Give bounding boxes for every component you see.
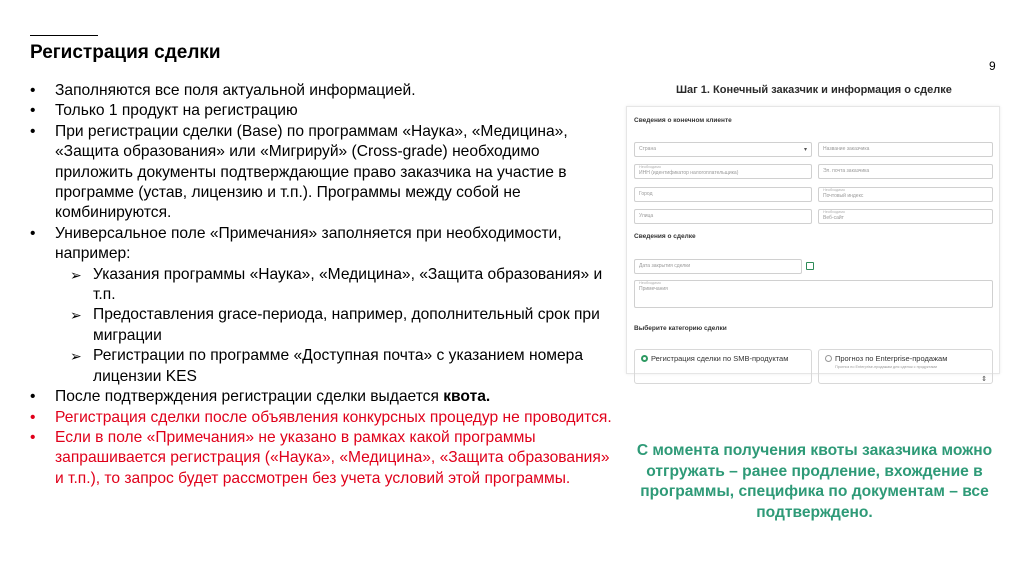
city-input[interactable]: Город	[634, 187, 812, 202]
radio-empty-icon	[825, 355, 832, 362]
section-deal-heading: Сведения о сделке	[634, 233, 696, 240]
bullet-text	[55, 387, 620, 407]
sub-bullet-item	[30, 305, 620, 346]
close-date-input[interactable]: Дата закрытия сделки	[634, 259, 802, 274]
bullet-marker: •	[30, 224, 36, 242]
option-enterprise-description: Прогноз по Enterprise-продажам для сделок с продуктами	[835, 365, 938, 369]
sub-bullet-text: Указания программы «Наука», «Медицина», «Защита образования» и т.п.	[93, 265, 603, 304]
chevron-down-icon: ▾	[803, 147, 807, 153]
bullet-item	[30, 81, 620, 101]
postal-code-input[interactable]: Необходимо Почтовый индекс	[818, 187, 993, 202]
bullet-list	[30, 81, 620, 489]
section-category-heading: Выберите категорию сделки	[634, 325, 727, 332]
title-rule	[30, 35, 98, 36]
bullet-text-main: После подтверждения регистрации сделки выдается	[55, 388, 444, 406]
option-smb-radio[interactable]	[634, 349, 812, 384]
bullet-marker: •	[30, 408, 36, 426]
inn-input[interactable]: Необходимо ИНН (идентификатор налогоплательщика)	[634, 164, 812, 179]
bullet-marker: •	[30, 82, 36, 99]
bullet-text: При регистрации сделки (Base) по программам «Наука», «Медицина», «Защита образования» или «Мигрируй» (Cross-grade) необходимо приложить документы подтверждающие право заказчика на участие в программе (устав, лицензию и т.п.). Программы между собой не комбинируются.	[55, 122, 568, 222]
bullet-marker: •	[30, 388, 36, 406]
bullet-item	[30, 224, 620, 265]
bullet-marker: •	[30, 428, 36, 446]
form-title: Шаг 1. Конечный заказчик и информация о сделке	[676, 84, 952, 96]
bullet-marker: •	[30, 102, 36, 120]
bullet-text: Универсальное поле «Примечания» заполняется при необходимости, например:	[55, 224, 562, 263]
form-screenshot	[624, 76, 1006, 383]
sub-bullet-text: Предоставления grace-периода, например, дополнительный срок при миграции	[93, 306, 600, 344]
website-input[interactable]: Необходимо Веб-сайт	[818, 209, 993, 224]
street-input[interactable]: Улица	[634, 209, 812, 224]
sub-bullet-text: Регистрации по программе «Доступная почта» с указанием номера лицензии KES	[93, 347, 583, 385]
arrow-bullet-icon: ➢	[70, 307, 82, 324]
option-smb-label: Регистрация сделки по SMB-продуктам	[651, 354, 789, 363]
option-enterprise-label: Прогноз по Enterprise-продажам	[835, 354, 948, 363]
bullet-item-warning	[30, 408, 620, 428]
bullet-item	[30, 101, 620, 121]
section-client-heading: Сведения о конечном клиенте	[634, 117, 732, 124]
slide-title: Регистрация сделки	[30, 42, 221, 63]
highlight-note: С момента получения квоты заказчика можно отгружать – ранее продление, вхождение в программы, специфика по документам – все подтверждено.	[636, 442, 993, 521]
scroll-arrows-icon: ⇕	[981, 376, 987, 383]
bullet-item	[30, 387, 620, 407]
calendar-icon[interactable]	[806, 262, 814, 270]
bullet-text: Если в поле «Примечания» не указано в рамках какой программы запрашивается регистрация («Наука», «Медицина», «Защита образования» и т.п.), то запрос будет рассмотрен без учета условий этой программы.	[55, 428, 610, 487]
bullet-text: Только 1 продукт на регистрацию	[55, 102, 298, 120]
arrow-bullet-icon: ➢	[70, 348, 82, 365]
sub-bullet-item	[30, 265, 620, 306]
sub-bullet-item	[30, 346, 620, 387]
option-enterprise-radio[interactable]	[818, 349, 993, 384]
arrow-bullet-icon: ➢	[70, 266, 82, 283]
bullet-text: Заполняются все поля актуальной информацией.	[55, 82, 416, 99]
customer-name-input[interactable]: Название заказчика	[818, 142, 993, 157]
country-select[interactable]: Страна ▾	[634, 142, 812, 157]
bullet-item-warning	[30, 428, 620, 489]
bullet-text: Регистрация сделки после объявления конкурсных процедур не проводится.	[55, 408, 612, 426]
bullet-text-bold: квота.	[443, 388, 491, 406]
notes-textarea[interactable]: Необходимо Примечания	[634, 280, 993, 308]
email-input[interactable]: Эл. почта заказчика	[818, 164, 993, 179]
bullet-item	[30, 122, 620, 224]
bullet-marker: •	[30, 122, 36, 140]
form-card	[626, 106, 1000, 383]
page-number: 9	[989, 59, 996, 73]
radio-selected-icon	[641, 355, 648, 362]
